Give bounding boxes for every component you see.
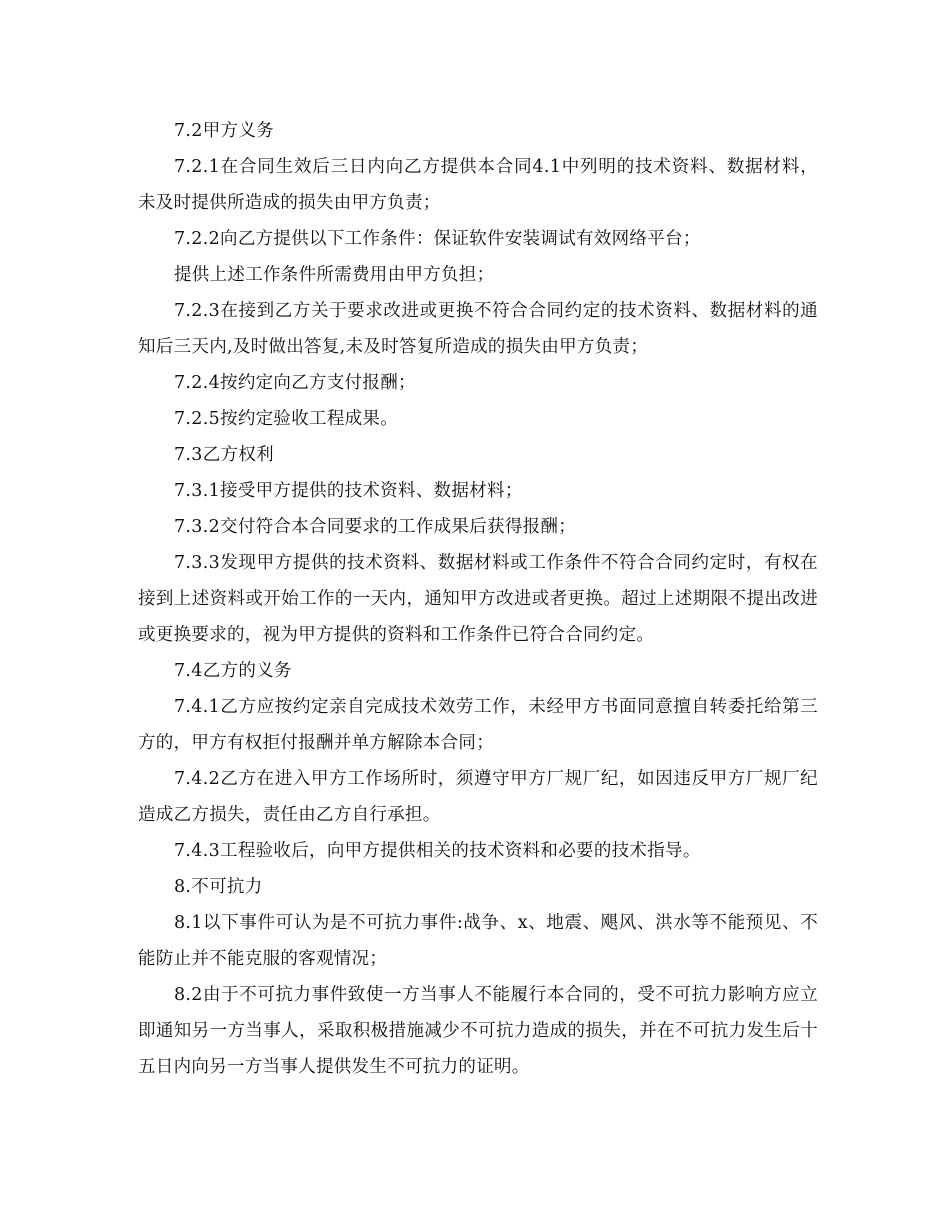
section-heading-8: 8.不可抗力 — [174, 877, 263, 897]
clause-7-2-1: 7.2.1在合同生效后三日内向乙方提供本合同4.1中列明的技术资料、数据材料，未及时提供所造成的损失由甲方负责； — [138, 157, 818, 213]
clause-7-4-3: 7.4.3工程验收后，向甲方提供相关的技术资料和必要的技术指导。 — [174, 841, 701, 861]
clause-7-2-2: 7.2.2向乙方提供以下工作条件：保证软件安装调试有效网络平台； — [174, 229, 701, 249]
clause-7-2-3: 7.2.3在接到乙方关于要求改进或更换不符合合同约定的技术资料、数据材料的通知后三天内,及时做出答复,未及时答复所造成的损失由甲方负责； — [138, 301, 818, 357]
section-heading-7-2: 7.2甲方义务 — [174, 121, 274, 141]
clause-8-2: 8.2由于不可抗力事件致使一方当事人不能履行本合同的，受不可抗力影响方应立即通知另一方当事人，采取积极措施减少不可抗力造成的损失，并在不可抗力发生后十五日内向另一方当事人提供发生不可抗力的证明。 — [138, 985, 818, 1077]
document-body — [138, 113, 818, 1085]
clause-7-2-4: 7.2.4按约定向乙方支付报酬； — [174, 373, 416, 393]
clause-7-4-2: 7.4.2乙方在进入甲方工作场所时，须遵守甲方厂规厂纪，如因违反甲方厂规厂纪造成乙方损失，责任由乙方自行承担。 — [138, 769, 818, 825]
section-heading-7-4: 7.4乙方的义务 — [174, 661, 292, 681]
clause-8-1: 8.1以下事件可认为是不可抗力事件:战争、x、地震、飓风、洪水等不能预见、不能防止并不能克服的客观情况； — [138, 913, 818, 969]
clause-7-4-1: 7.4.1乙方应按约定亲自完成技术效劳工作，未经甲方书面同意擅自转委托给第三方的，甲方有权拒付报酬并单方解除本合同； — [138, 697, 818, 753]
clause-7-2-5: 7.2.5按约定验收工程成果。 — [174, 409, 399, 429]
section-heading-7-3: 7.3乙方权利 — [174, 445, 274, 465]
clause-7-3-1: 7.3.1接受甲方提供的技术资料、数据材料； — [174, 481, 523, 501]
clause-7-2-2-cost: 提供上述工作条件所需费用由甲方负担； — [174, 265, 495, 285]
clause-7-3-2: 7.3.2交付符合本合同要求的工作成果后获得报酬； — [174, 517, 577, 537]
clause-7-3-3: 7.3.3发现甲方提供的技术资料、数据材料或工作条件不符合合同约定时，有权在接到上述资料或开始工作的一天内，通知甲方改进或者更换。超过上述期限不提出改进或更换要求的，视为甲方提供的资料和工作条件已符合合同约定。 — [138, 553, 818, 645]
